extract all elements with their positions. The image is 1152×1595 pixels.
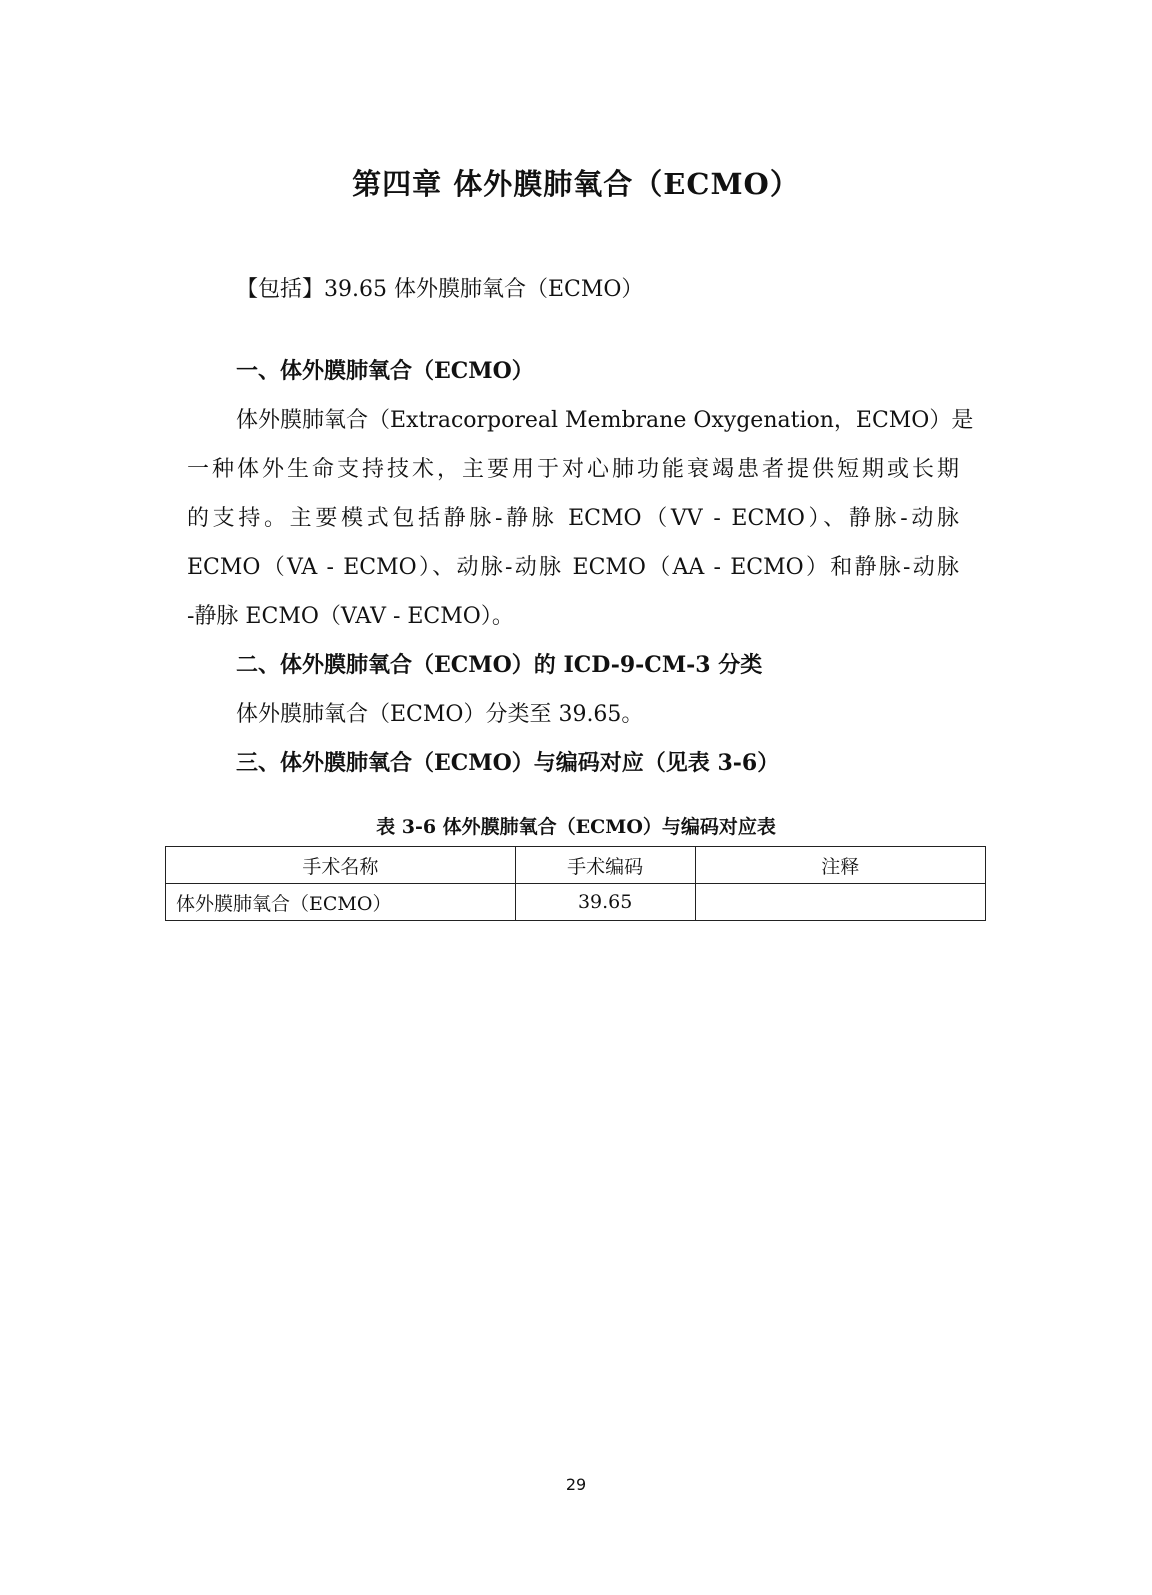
- section-heading-1: 一、体外膜肺氧合（ECMO）: [236, 358, 534, 384]
- cell-procedure-name: 体外膜肺氧合（ECMO）: [166, 884, 516, 921]
- paragraph-line: -静脉 ECMO（VAV - ECMO）。: [187, 604, 514, 629]
- section2-text: 体外膜肺氧合（ECMO）分类至 39.65。: [236, 702, 644, 727]
- section-heading-3: 三、体外膜肺氧合（ECMO）与编码对应（见表 3-6）: [236, 750, 780, 776]
- header-notes: 注释: [695, 847, 985, 884]
- table-header-row: [166, 847, 986, 884]
- header-procedure-name: 手术名称: [166, 847, 516, 884]
- table-row: [166, 884, 986, 921]
- code-table: [165, 846, 986, 921]
- paragraph-line: 的支持。主要模式包括静脉-静脉 ECMO（VV - ECMO）、静脉-动脉: [187, 506, 959, 531]
- paragraph-line: ECMO（VA - ECMO）、动脉-动脉 ECMO（AA - ECMO）和静脉-动脉: [187, 555, 959, 580]
- header-procedure-code: 手术编码: [515, 847, 695, 884]
- chapter-title: 第四章 体外膜肺氧合（ECMO）: [352, 167, 800, 201]
- cell-procedure-code: 39.65: [515, 884, 695, 921]
- paragraph-line: 体外膜肺氧合（Extracorporeal Membrane Oxygenation，ECMO）是: [236, 408, 974, 433]
- cell-notes: [695, 884, 985, 921]
- paragraph-line: 一种体外生命支持技术，主要用于对心肺功能衰竭患者提供短期或长期: [187, 457, 959, 482]
- section-heading-2: 二、体外膜肺氧合（ECMO）的 ICD-9-CM-3 分类: [236, 652, 763, 678]
- include-line: 【包括】39.65 体外膜肺氧合（ECMO）: [236, 277, 644, 302]
- table-caption: 表 3-6 体外膜肺氧合（ECMO）与编码对应表: [376, 816, 776, 838]
- page-number: 29: [565, 1475, 587, 1494]
